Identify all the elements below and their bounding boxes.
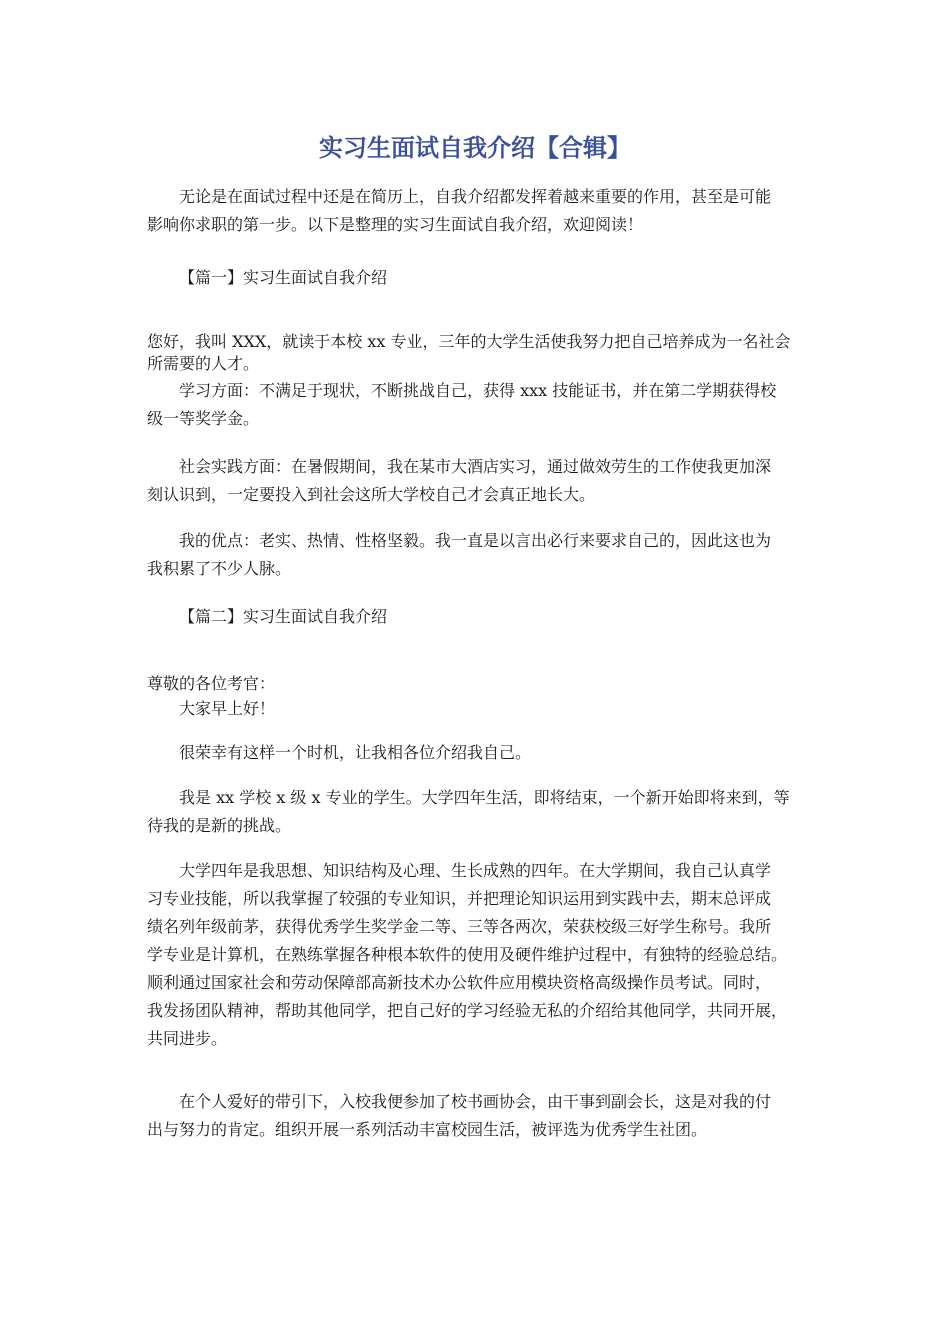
paragraph-line: 所需要的人才。 [147, 354, 260, 373]
greeting: 大家早上好！ [179, 699, 276, 718]
paragraph-line: 在个人爱好的带引下，入校我便参加了校书画协会，由干事到副会长，这是对我的付 [179, 1092, 772, 1111]
document-title: 实习生面试自我介绍【合辑】 [319, 134, 631, 162]
intro-line: 影响你求职的第一步。以下是整理的实习生面试自我介绍，欢迎阅读！ [147, 215, 644, 234]
section-heading-1: 【篇一】实习生面试自我介绍 [179, 268, 388, 287]
paragraph-line: 绩名列年级前茅，获得优秀学生奖学金二等、三等各两次，荣获校级三好学生称号。我所 [147, 917, 772, 936]
section2-paragraph-2 [147, 784, 807, 840]
paragraph-line: 学习方面：不满足于现状，不断挑战自己，获得 xxx 技能证书，并在第二学期获得校 [179, 381, 777, 400]
paragraph-line: 我的优点：老实、热情、性格坚毅。我一直是以言出必行来要求自己的，因此这也为 [179, 531, 772, 550]
paragraph-line: 顺利通过国家社会和劳动保障部高新技术办公软件应用模块资格高级操作员考试。同时， [147, 973, 772, 992]
paragraph-line: 共同进步。 [147, 1029, 228, 1048]
section2-paragraph-4 [147, 1088, 807, 1144]
paragraph-line: 社会实践方面：在暑假期间，我在某市大酒店实习，通过做效劳生的工作使我更加深 [179, 457, 772, 476]
salutation: 尊敬的各位考官： [147, 674, 276, 693]
paragraph-line: 我积累了不少人脉。 [147, 559, 292, 578]
intro-paragraph [147, 183, 807, 239]
section-heading-2: 【篇二】实习生面试自我介绍 [179, 607, 388, 626]
section1-paragraph-4 [147, 527, 807, 583]
paragraph-line: 级一等奖学金。 [147, 409, 260, 428]
paragraph-line: 待我的是新的挑战。 [147, 816, 292, 835]
paragraph-line: 我发扬团队精神，帮助其他同学，把自己好的学习经验无私的介绍给其他同学，共同开展， [147, 1001, 788, 1020]
paragraph-line: 学专业是计算机，在熟练掌握各种根本软件的使用及硬件维护过程中，有独特的经验总结。 [147, 945, 788, 964]
paragraph-line: 我是 xx 学校 x 级 x 专业的学生。大学四年生活，即将结束，一个新开始即将来到，等 [179, 788, 790, 807]
section1-paragraph-3 [147, 453, 807, 509]
section1-paragraph-2 [147, 377, 807, 433]
section1-paragraph-1 [147, 331, 807, 375]
intro-line: 无论是在面试过程中还是在简历上，自我介绍都发挥着越来重要的作用，甚至是可能 [179, 187, 772, 206]
section2-paragraph-3 [147, 857, 807, 1053]
paragraph-line: 您好，我叫 XXX，就读于本校 xx 专业，三年的大学生活使我努力把自己培养成为一名社会 [147, 332, 791, 351]
paragraph-line: 出与努力的肯定。组织开展一系列活动丰富校园生活，被评选为优秀学生社团。 [147, 1120, 708, 1139]
paragraph-line: 刻认识到，一定要投入到社会这所大学校自己才会真正地长大。 [147, 485, 596, 504]
paragraph-line: 大学四年是我思想、知识结构及心理、生长成熟的四年。在大学期间，我自己认真学 [179, 861, 772, 880]
paragraph-line: 习专业技能，所以我掌握了较强的专业知识，并把理论知识运用到实践中去，期末总评成 [147, 889, 772, 908]
section2-paragraph-1: 很荣幸有这样一个时机，让我相各位介绍我自己。 [179, 743, 532, 762]
